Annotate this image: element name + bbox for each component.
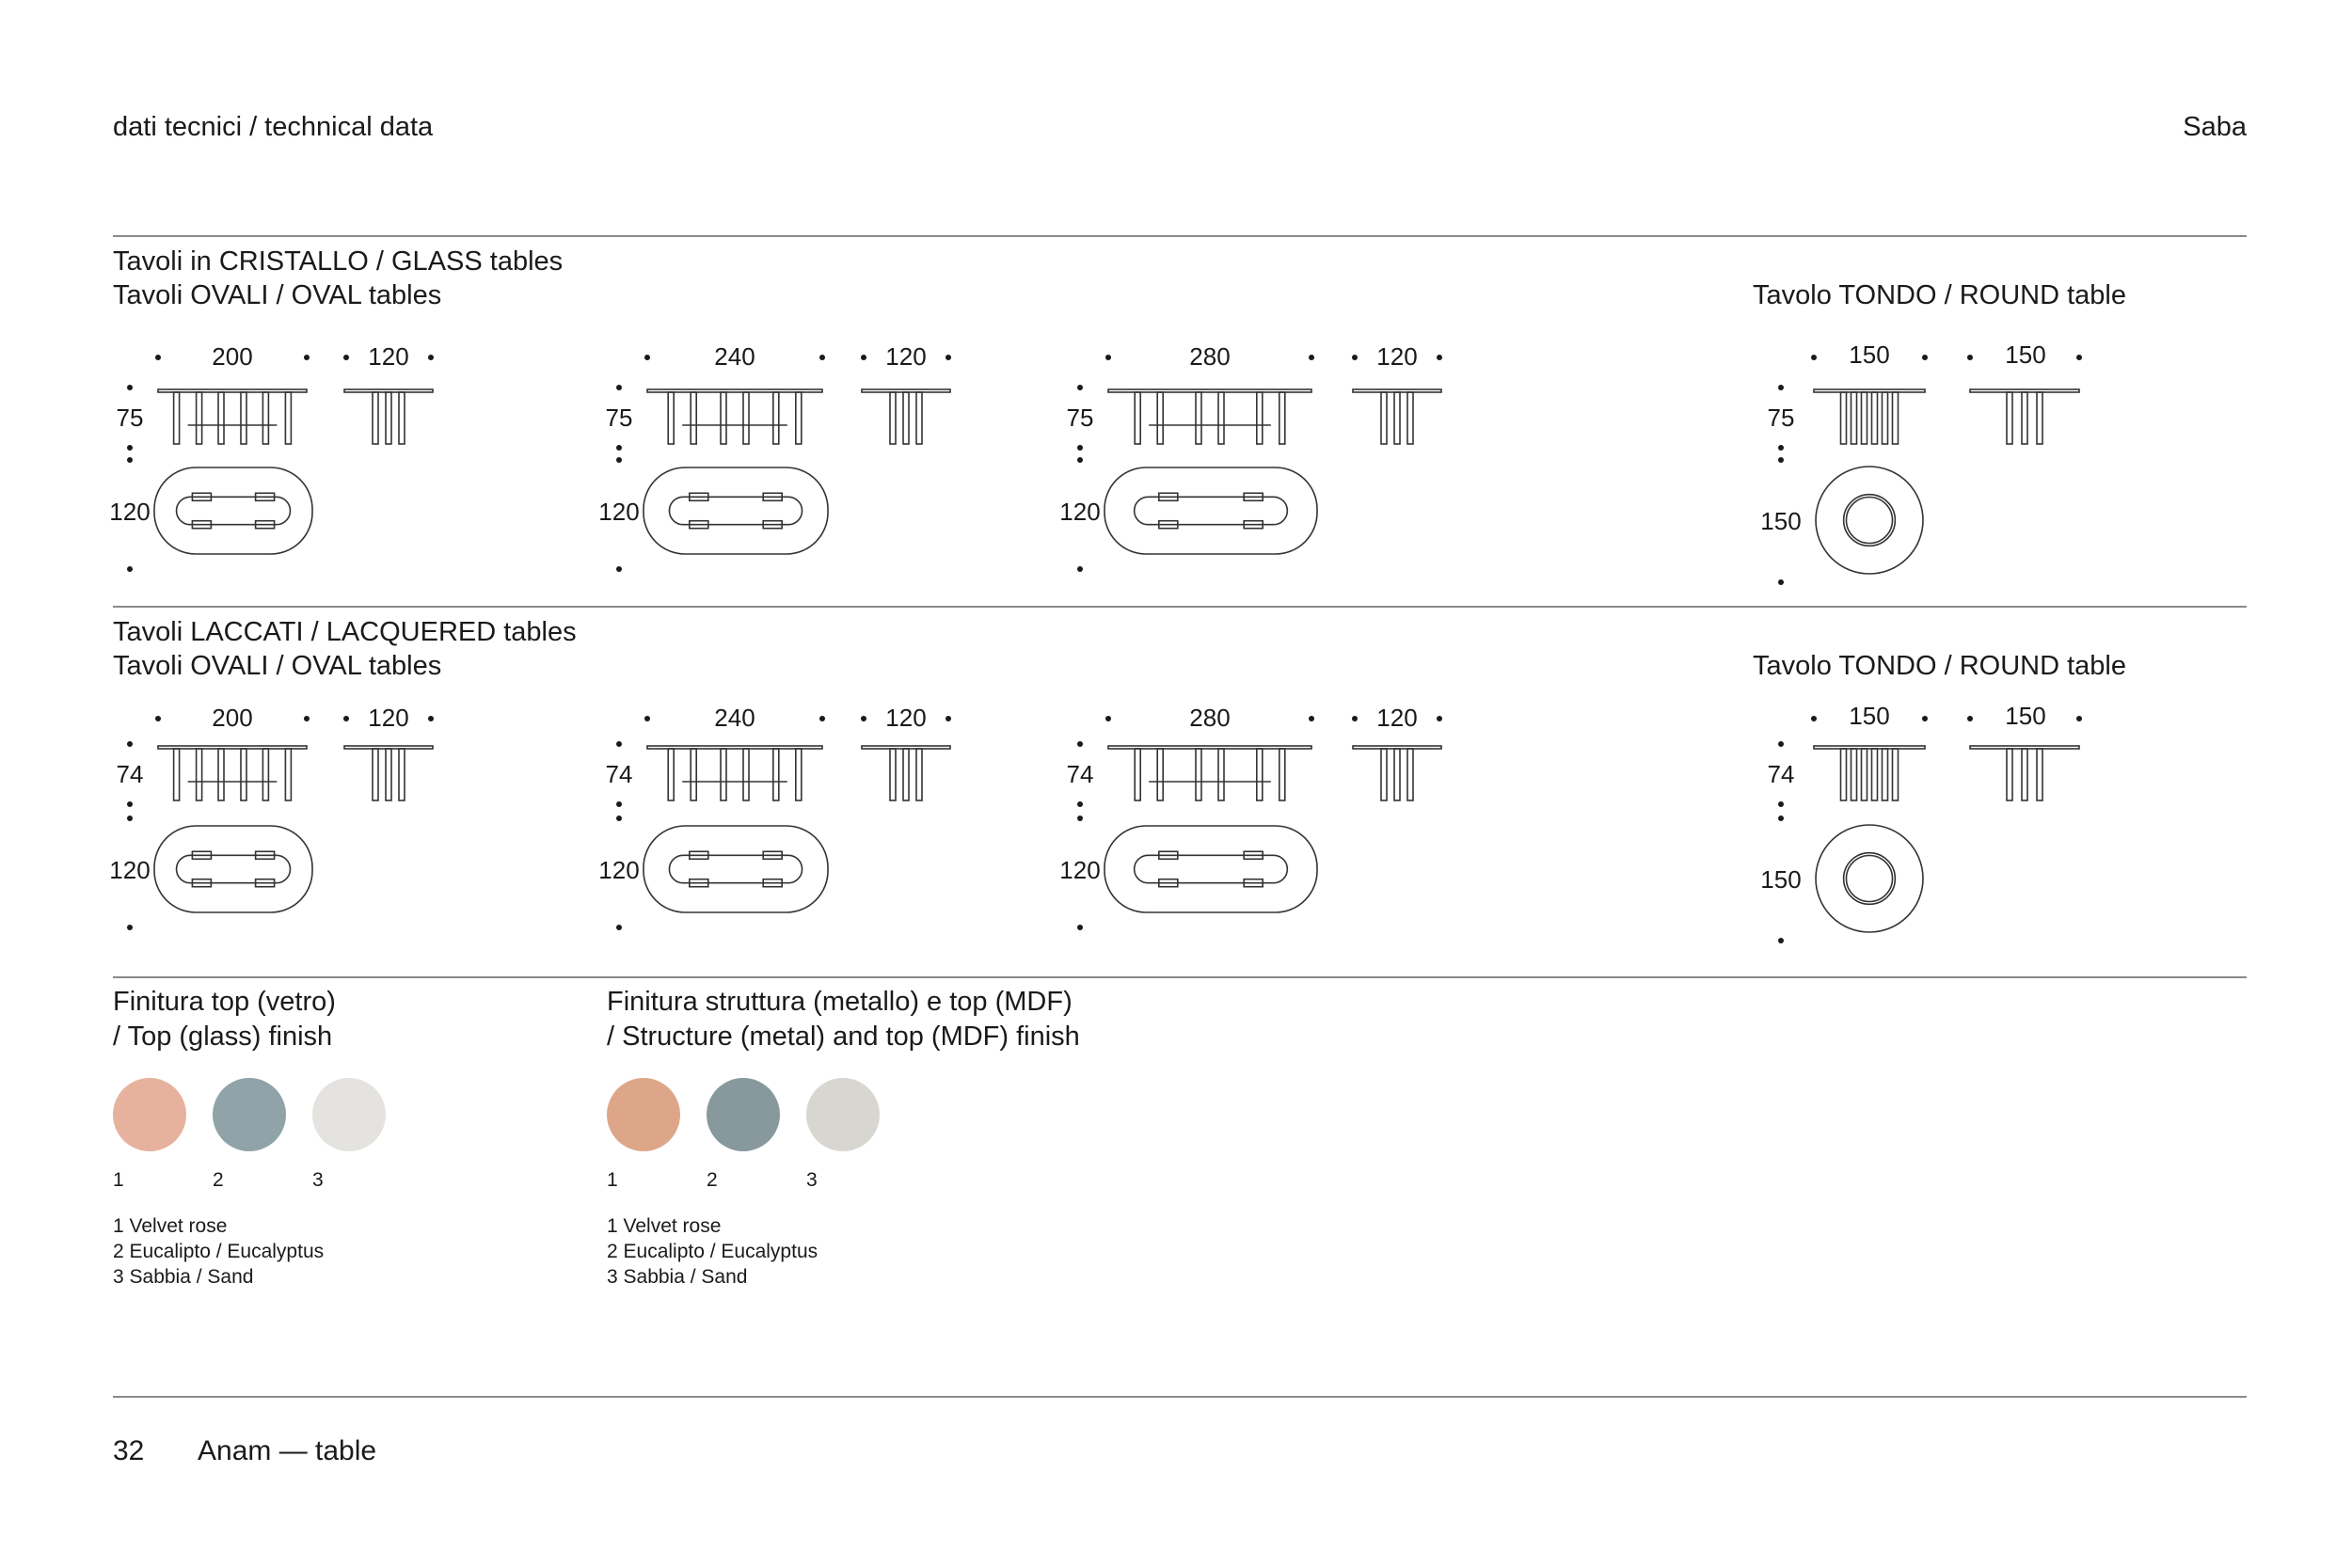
length-dimension: 200: [212, 704, 253, 732]
depth-dimension: 120: [109, 498, 151, 526]
dimension-dot: [819, 355, 825, 360]
dimension-dot: [1811, 716, 1817, 721]
glass-swatch-velvet-rose: [113, 1078, 186, 1151]
header-section-label: dati tecnici / technical data: [113, 112, 434, 142]
dimension-dot: [644, 355, 650, 360]
table-leg: [1196, 392, 1201, 444]
table-leg: [399, 392, 405, 444]
dimension-dot: [127, 445, 133, 451]
glass-swatch-sand: [312, 1078, 386, 1151]
table-leg: [1381, 392, 1387, 444]
table-leg: [285, 392, 291, 444]
table-leg: [1394, 392, 1400, 444]
table-leg: [1893, 749, 1899, 800]
oval-tabletop-plan: [1104, 826, 1317, 912]
width-dimension: 120: [368, 342, 409, 371]
dimension-dot: [1778, 457, 1784, 463]
table-leg: [1872, 392, 1878, 444]
dimension-dot: [1309, 716, 1314, 721]
table-leg: [1218, 749, 1224, 800]
dimension-dot: [304, 716, 310, 721]
table-leg: [197, 749, 202, 800]
dimension-dot: [616, 741, 622, 747]
metal-swatch-eucalyptus: [707, 1078, 780, 1151]
dimension-dot: [2076, 355, 2082, 360]
table-leg: [903, 392, 909, 444]
dimension-dot: [428, 355, 434, 360]
metal-finish-title-en: / Structure (metal) and top (MDF) finish: [607, 1022, 1080, 1052]
table-leg: [1841, 749, 1847, 800]
legend-item: 1 Velvet rose: [113, 1215, 228, 1237]
length-dimension: 280: [1189, 342, 1231, 371]
dimension-dot: [1778, 938, 1784, 943]
dimension-dot: [127, 801, 133, 807]
dimension-dot: [127, 925, 133, 930]
round-width-dimension: 150: [2005, 702, 2046, 730]
table-leg: [668, 749, 674, 800]
dimension-dot: [946, 716, 951, 721]
table-leg: [2022, 392, 2027, 444]
table-leg: [1851, 749, 1857, 800]
table-leg: [773, 749, 779, 800]
table-leg: [743, 392, 749, 444]
glass-finish-legend: [113, 1213, 324, 1290]
glass-tables-title: Tavoli in CRISTALLO / GLASS tables: [113, 246, 564, 277]
dimension-dot: [1105, 355, 1111, 360]
legend-item: 3 Sabbia / Sand: [113, 1266, 254, 1288]
round-base-plan: [1844, 495, 1896, 546]
legend-item: 3 Sabbia / Sand: [607, 1266, 748, 1288]
glass-swatch-num: 2: [213, 1169, 224, 1191]
dimension-dot: [1077, 566, 1083, 572]
table-leg: [2037, 392, 2042, 444]
dimension-dot: [616, 925, 622, 930]
table-leg: [399, 749, 405, 800]
metal-swatch-velvet-rose: [607, 1078, 680, 1151]
lacquered-round-title: Tavolo TONDO / ROUND table: [1753, 651, 2126, 681]
metal-finish-title: Finitura struttura (metallo) e top (MDF): [607, 987, 1073, 1017]
table-leg: [890, 392, 896, 444]
height-dimension: 75: [605, 404, 633, 432]
table-leg: [1135, 749, 1140, 800]
dimension-dot: [343, 716, 349, 721]
table-leg: [796, 392, 802, 444]
height-dimension: 75: [116, 404, 144, 432]
lacquered-oval-title: Tavoli OVALI / OVAL tables: [113, 651, 442, 681]
table-leg: [903, 749, 909, 800]
dimension-dot: [1778, 816, 1784, 821]
length-dimension: 240: [714, 704, 755, 732]
table-leg: [743, 749, 749, 800]
metal-swatch-num: 1: [607, 1169, 618, 1191]
table-leg: [241, 392, 246, 444]
table-leg: [218, 392, 224, 444]
table-leg: [721, 749, 726, 800]
table-leg: [1883, 392, 1888, 444]
table-leg: [1407, 749, 1413, 800]
page-number: 32: [113, 1435, 145, 1466]
glass-swatch-eucalyptus: [213, 1078, 286, 1151]
dimension-dot: [1437, 355, 1442, 360]
table-leg: [174, 392, 180, 444]
legend-item: 1 Velvet rose: [607, 1215, 722, 1237]
round-tabletop-plan: [1816, 467, 1923, 574]
dimension-dot: [616, 385, 622, 390]
dimension-dot: [343, 355, 349, 360]
dimension-dot: [155, 716, 161, 721]
table-leg: [1257, 749, 1263, 800]
table-leg: [2007, 392, 2012, 444]
glass-finish-title: Finitura top (vetro): [113, 987, 336, 1017]
round-top-edge: [1814, 389, 1925, 392]
round-height-dimension: 75: [1767, 404, 1795, 432]
dimension-dot: [1077, 816, 1083, 821]
dimension-dot: [1352, 355, 1358, 360]
metal-swatch-num: 3: [806, 1169, 818, 1191]
table-leg: [2022, 749, 2027, 800]
dimension-dot: [127, 385, 133, 390]
dimension-dot: [304, 355, 310, 360]
legend-item: 2 Eucalipto / Eucalyptus: [607, 1241, 818, 1262]
table-leg: [2037, 749, 2042, 800]
table-leg: [197, 392, 202, 444]
glass-swatch-num: 1: [113, 1169, 124, 1191]
table-leg: [2007, 749, 2012, 800]
table-leg: [890, 749, 896, 800]
table-leg: [773, 392, 779, 444]
dimension-dot: [861, 355, 866, 360]
table-leg: [1851, 392, 1857, 444]
dimension-dot: [1811, 355, 1817, 360]
dimension-dot: [2076, 716, 2082, 721]
dimension-dot: [1778, 579, 1784, 585]
height-dimension: 74: [1066, 760, 1094, 788]
table-leg: [721, 392, 726, 444]
dimension-dot: [1352, 716, 1358, 721]
table-leg: [691, 749, 696, 800]
table-leg: [1279, 749, 1285, 800]
dimension-dot: [644, 716, 650, 721]
round-diameter-dimension: 150: [1760, 865, 1802, 894]
round-base-plan: [1844, 853, 1896, 905]
oval-tabletop-plan: [644, 826, 828, 912]
header-collection-name: Saba: [2183, 112, 2247, 142]
table-leg: [916, 392, 922, 444]
dimension-dot: [616, 445, 622, 451]
dimension-dot: [1967, 716, 1973, 721]
table-leg: [1394, 749, 1400, 800]
dimension-dot: [1077, 741, 1083, 747]
depth-dimension: 120: [598, 498, 640, 526]
depth-dimension: 120: [598, 856, 640, 884]
table-leg: [285, 749, 291, 800]
round-top-edge: [1814, 746, 1925, 749]
dimension-dot: [127, 457, 133, 463]
lacquered-tables-title: Tavoli LACCATI / LACQUERED tables: [113, 617, 577, 647]
table-leg: [1381, 749, 1387, 800]
dimension-dot: [1778, 741, 1784, 747]
table-leg: [916, 749, 922, 800]
dimension-dot: [1922, 355, 1928, 360]
dimension-dot: [1077, 925, 1083, 930]
table-leg: [1872, 749, 1878, 800]
dimension-dot: [1077, 801, 1083, 807]
width-dimension: 120: [368, 704, 409, 732]
dimension-dot: [616, 457, 622, 463]
table-leg: [373, 749, 378, 800]
table-leg: [1135, 392, 1140, 444]
metal-swatch-sand: [806, 1078, 880, 1151]
dimension-dot: [1077, 445, 1083, 451]
dimension-dot: [1077, 457, 1083, 463]
dimension-dot: [1309, 355, 1314, 360]
oval-base-plan: [1135, 497, 1288, 524]
table-leg: [1257, 392, 1263, 444]
table-leg: [241, 749, 246, 800]
length-dimension: 280: [1189, 704, 1231, 732]
round-width-dimension: 150: [1849, 702, 1890, 730]
glass-oval-title: Tavoli OVALI / OVAL tables: [113, 280, 442, 310]
width-dimension: 120: [885, 342, 927, 371]
table-leg: [262, 749, 268, 800]
dimension-dot: [616, 566, 622, 572]
depth-dimension: 120: [109, 856, 151, 884]
dimension-dot: [1778, 445, 1784, 451]
table-leg: [174, 749, 180, 800]
dimension-dot: [1967, 355, 1973, 360]
oval-tabletop-plan: [644, 467, 828, 554]
depth-dimension: 120: [1059, 856, 1101, 884]
table-leg: [1218, 392, 1224, 444]
oval-tabletop-plan: [1104, 467, 1317, 554]
table-top-edge: [158, 389, 307, 392]
width-dimension: 120: [1376, 342, 1418, 371]
metal-swatch-num: 2: [707, 1169, 718, 1191]
glass-swatch-num: 3: [312, 1169, 324, 1191]
dimension-dot: [155, 355, 161, 360]
round-width-dimension: 150: [1849, 341, 1890, 369]
dimension-dot: [616, 801, 622, 807]
dimension-dot: [1922, 716, 1928, 721]
table-leg: [218, 749, 224, 800]
height-dimension: 74: [605, 760, 633, 788]
table-leg: [1862, 392, 1867, 444]
height-dimension: 75: [1066, 404, 1094, 432]
table-leg: [386, 392, 391, 444]
table-leg: [1893, 392, 1899, 444]
height-dimension: 74: [116, 760, 144, 788]
table-leg: [386, 749, 391, 800]
dimension-dot: [127, 741, 133, 747]
round-height-dimension: 74: [1767, 760, 1795, 788]
oval-tabletop-plan: [154, 826, 312, 912]
round-width-dimension: 150: [2005, 341, 2046, 369]
round-diameter-dimension: 150: [1760, 507, 1802, 535]
table-leg: [373, 392, 378, 444]
dimension-dot: [946, 355, 951, 360]
dimension-dot: [1105, 716, 1111, 721]
table-leg: [262, 392, 268, 444]
dimension-dot: [127, 816, 133, 821]
table-leg: [1279, 392, 1285, 444]
table-leg: [1157, 749, 1163, 800]
length-dimension: 200: [212, 342, 253, 371]
dimension-dot: [1778, 385, 1784, 390]
dimension-dot: [1778, 801, 1784, 807]
glass-round-title: Tavolo TONDO / ROUND table: [1753, 280, 2126, 310]
dimension-dot: [1077, 385, 1083, 390]
table-leg: [1157, 392, 1163, 444]
dimension-dot: [428, 716, 434, 721]
round-base-plan-inner: [1846, 497, 1892, 543]
width-dimension: 120: [1376, 704, 1418, 732]
round-base-plan-inner: [1846, 855, 1892, 901]
table-leg: [1196, 749, 1201, 800]
legend-item: 2 Eucalipto / Eucalyptus: [113, 1241, 325, 1262]
dimension-dot: [616, 816, 622, 821]
table-leg: [691, 392, 696, 444]
table-leg: [1883, 749, 1888, 800]
table-leg: [1407, 392, 1413, 444]
dimension-dot: [127, 566, 133, 572]
metal-finish-legend: [607, 1213, 818, 1290]
table-top-edge: [158, 746, 307, 749]
footer-title: Anam — table: [198, 1435, 377, 1466]
table-leg: [1862, 749, 1867, 800]
round-tabletop-plan: [1816, 825, 1923, 932]
dimension-dot: [819, 716, 825, 721]
glass-finish-title-en: / Top (glass) finish: [113, 1022, 333, 1052]
length-dimension: 240: [714, 342, 755, 371]
oval-tabletop-plan: [154, 467, 312, 554]
table-leg: [796, 749, 802, 800]
dimension-dot: [1437, 716, 1442, 721]
dimension-dot: [861, 716, 866, 721]
table-leg: [668, 392, 674, 444]
table-leg: [1841, 392, 1847, 444]
width-dimension: 120: [885, 704, 927, 732]
oval-base-plan: [1135, 855, 1288, 882]
depth-dimension: 120: [1059, 498, 1101, 526]
